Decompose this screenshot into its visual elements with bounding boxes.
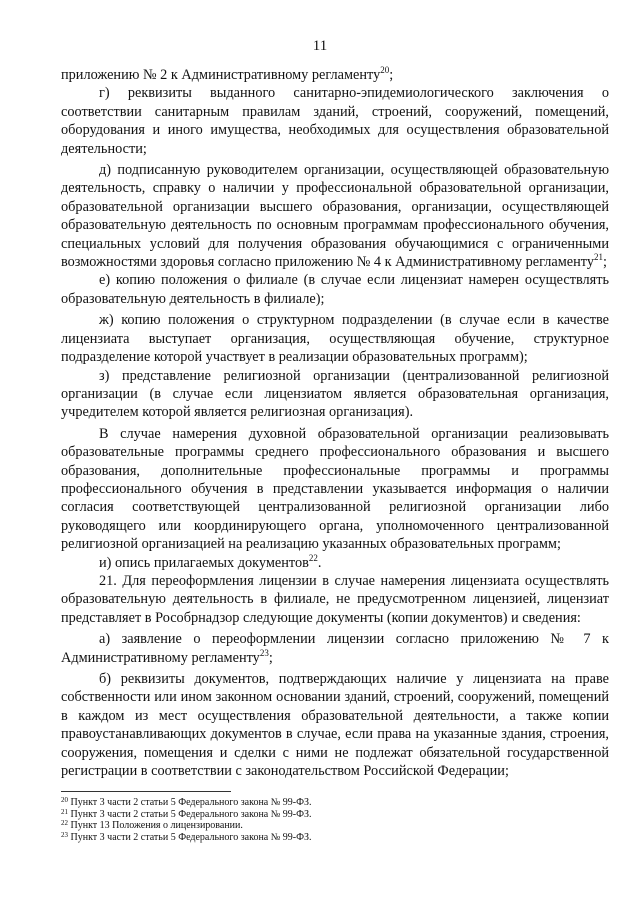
footnote-ref[interactable]: 21 [593, 252, 603, 263]
footnote-number: 23 [61, 830, 68, 839]
footnotes [61, 797, 609, 843]
paragraph-text: ж) копию положения о структурном подразделении (в случае если в качестве лицензиата выступает организация, осуществляющая обучение, структурное подразделение которой участвует в реализации образовательных программ); [61, 312, 609, 366]
paragraph-tail: ; [389, 67, 394, 83]
footnote-ref[interactable]: 20 [380, 65, 390, 75]
footnote-ref[interactable]: 23 [259, 647, 269, 658]
paragraph-text: г) реквизиты выданного санитарно-эпидемиологического заключения о соответствии санитарным правилам зданий, строений, сооружений, помещений, оборудования и иного имущества, необходимых для осуществления образовательной деятельности; [61, 85, 609, 157]
paragraph-clause-21 [61, 572, 609, 627]
paragraph-item-a [61, 630, 609, 667]
paragraph-text: д) подписанную руководителем организации, осуществляющей образовательную деятельность, справку о наличии у профессиональной образовательной организации, образовательной организации высшего образования, организации, осуществляющей образовательную деятельность по основным программам профессионального обучения, специальных условий для получения образования обучающимися с ограниченными возможностями здоровья согласно приложению № 4 к Административному регламенту [61, 162, 609, 271]
paragraph-item-i [61, 554, 609, 572]
paragraph-item-e [61, 271, 609, 308]
paragraph-text: приложению № 2 к Административному регламенту [61, 67, 381, 83]
paragraph-item-z [61, 367, 609, 422]
footnote [61, 832, 609, 844]
paragraph-text: и) опись прилагаемых документов [99, 554, 309, 571]
paragraph-text: б) реквизиты документов, подтверждающих наличие у лицензиата на праве собственности или ином законном основании зданий, строений, сооружений, помещений в каждом из мест осуществления образовательной деятельности, а также копии правоустанавливающих документов в случае, если права на указанные здания, строения, сооружения, помещения и сделки с ними не подлежат обязательной государственной регистрации в соответствии с законодательством Российской Федерации; [61, 671, 609, 780]
page-number: 11 [312, 38, 328, 54]
footnote-text: Пункт 3 части 2 статьи 5 Федерального закона № 99-ФЗ. [70, 831, 312, 843]
footnote-number: 22 [61, 819, 68, 828]
footnote-text: Пункт 13 Положения о лицензировании. [70, 820, 243, 832]
paragraph-text: В случае намерения духовной образовательной организации реализовывать образовательные программы среднего профессионального образования и высшего образования, дополнительные профессиональные программы и программы профессионального обучения в представлении указывается информация о наличии согласия соответствующей централизованной религиозной организации либо руководящего или координирующего органа, уполномоченного централизованной религиозной организацией на реализацию указанных образовательных программ; [61, 425, 609, 553]
footnote-text: Пункт 3 части 2 статьи 5 Федерального закона № 99-ФЗ. [70, 808, 312, 820]
footnote-text: Пункт 3 части 2 статьи 5 Федерального закона № 99-ФЗ. [70, 797, 312, 808]
paragraph-item-g [61, 84, 609, 158]
footnote [61, 820, 609, 832]
footnote-number: 20 [61, 796, 68, 804]
paragraph-spiritual-org [61, 425, 609, 554]
paragraph-continuation [61, 66, 609, 84]
paragraph-item-zh [61, 311, 609, 366]
footnote-divider [61, 791, 231, 792]
paragraph-tail: ; [268, 649, 273, 666]
footnote-number: 21 [61, 807, 68, 816]
paragraph-item-d [61, 161, 609, 271]
paragraph-item-b [61, 670, 609, 780]
footnote [61, 797, 609, 809]
paragraph-text: а) заявление о переоформлении лицензии согласно приложению № 7 к Административному регламенту [61, 631, 609, 666]
body-text [61, 66, 609, 780]
paragraph-text: е) копию положения о филиале (в случае если лицензиат намерен осуществлять образовательную деятельность в филиале); [61, 272, 609, 307]
footnote-ref[interactable]: 22 [308, 552, 318, 563]
paragraph-tail: ; [602, 254, 607, 271]
footnote [61, 809, 609, 821]
paragraph-text: з) представление религиозной организации (централизованной религиозной организации (в случае если лицензиатом является образовательная организация, учредителем которой является религиозная организация). [61, 367, 609, 421]
paragraph-tail: . [317, 554, 322, 571]
paragraph-text: 21. Для переоформления лицензии в случае намерения лицензиата осуществлять образовательную деятельность в филиале, не предусмотренном лицензией, лицензиат представляет в Рособрнадзор следующие документы (копии документов) и сведения: [61, 572, 609, 626]
